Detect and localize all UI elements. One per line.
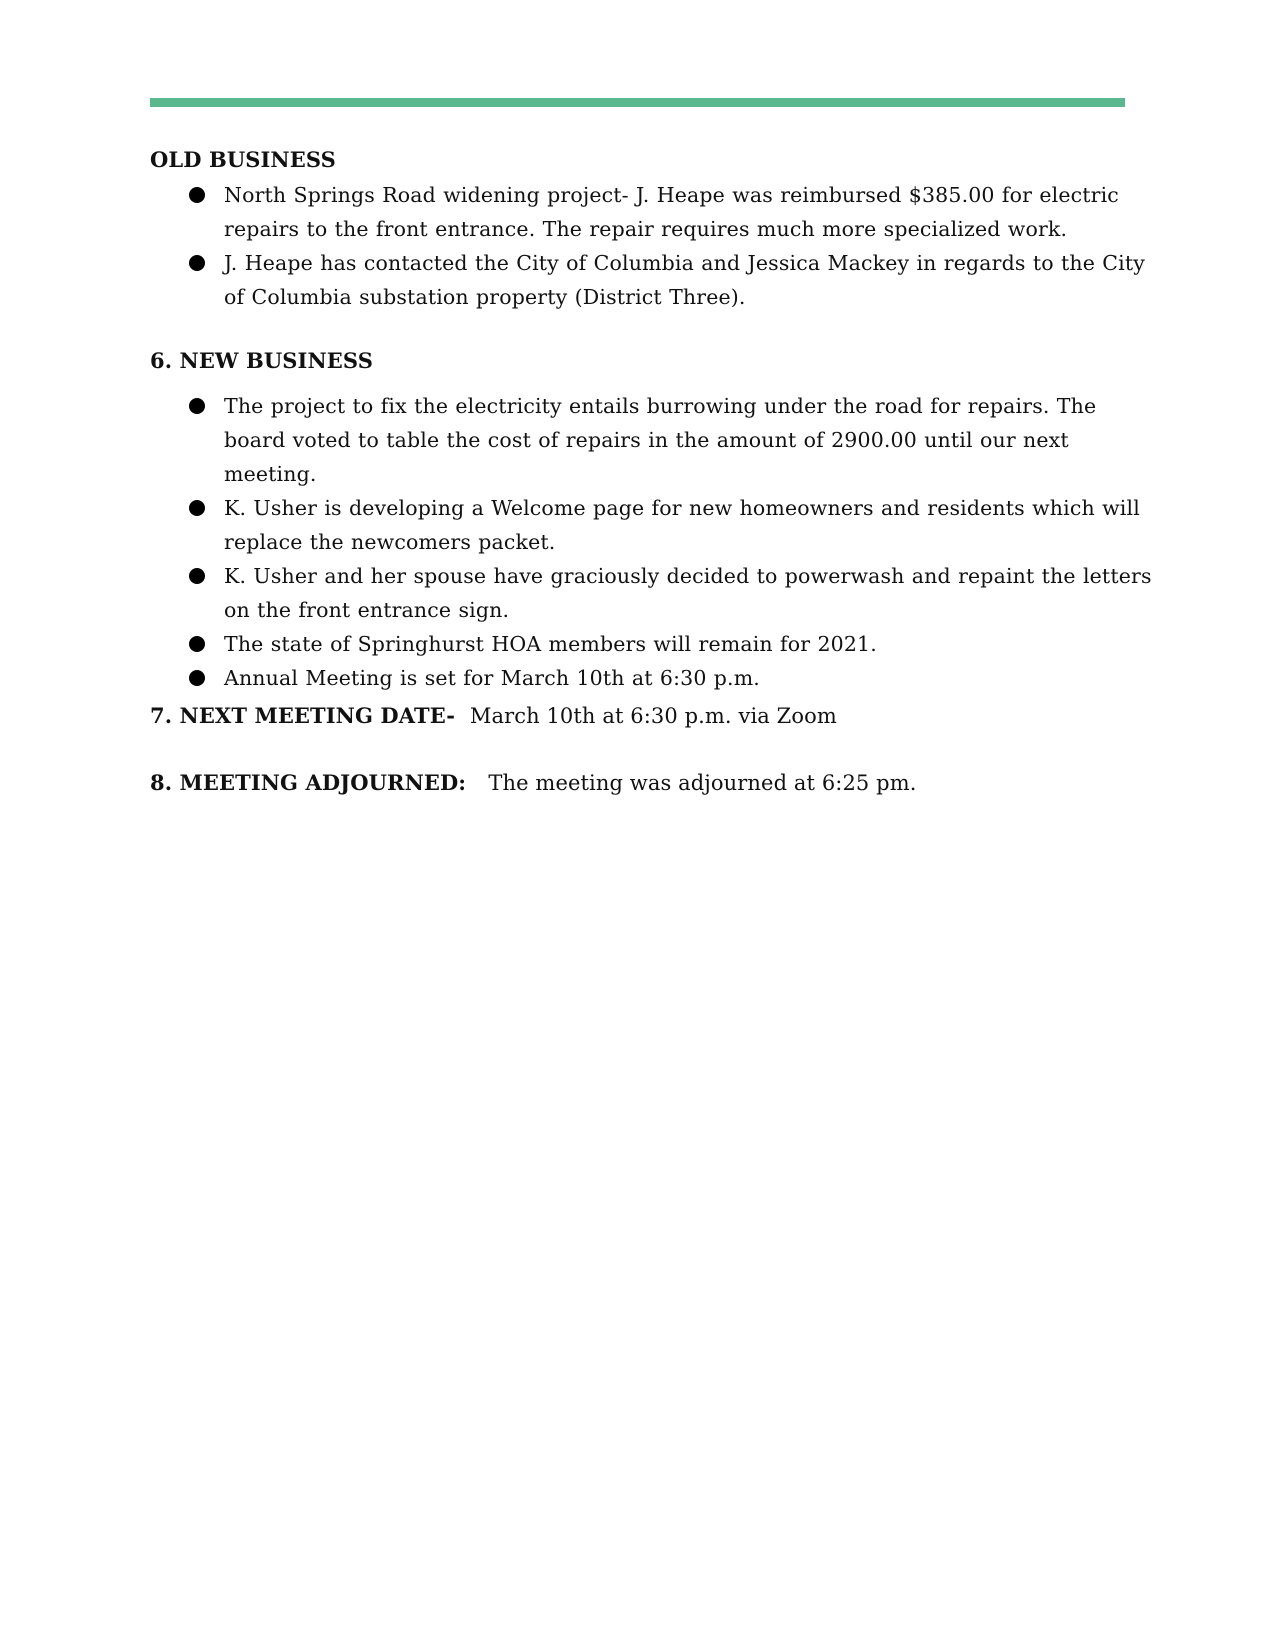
header-rule [150,98,1125,107]
list-item-text: North Springs Road widening project- J. Heape was reimbursed $385.00 for electric repairs to the front entrance. The repair requires much more specialized work. [224,183,1119,241]
adjourned-line [150,770,917,795]
list-item [150,178,1160,246]
bullet-icon [189,255,205,271]
new-business-list [150,389,1160,695]
adjourned-text: The meeting was adjourned at 6:25 pm. [488,771,917,795]
list-item [150,246,1160,314]
list-item [150,559,1160,627]
bullet-icon [189,568,205,584]
next-meeting-text: March 10th at 6:30 p.m. via Zoom [469,704,837,728]
list-item-text: K. Usher is developing a Welcome page for new homeowners and residents which will replace the newcomers packet. [224,496,1140,554]
list-item-text: J. Heape has contacted the City of Columbia and Jessica Mackey in regards to the City of Columbia substation property (District Three). [224,251,1145,309]
bullet-icon [189,636,205,652]
list-item [150,491,1160,559]
bullet-icon [189,187,205,203]
bullet-icon [189,398,205,414]
old-business-heading: OLD BUSINESS [150,147,336,172]
list-item-text: K. Usher and her spouse have graciously decided to powerwash and repaint the letters on the front entrance sign. [224,564,1152,622]
bullet-icon [189,500,205,516]
new-business-heading: 6. NEW BUSINESS [150,348,373,373]
adjourned-heading: 8. MEETING ADJOURNED: [150,770,467,795]
list-item [150,627,1160,661]
list-item [150,661,1160,695]
bullet-icon [189,670,205,686]
next-meeting-heading: 7. NEXT MEETING DATE- [150,703,456,728]
list-item-text: Annual Meeting is set for March 10th at 6:30 p.m. [224,666,760,690]
old-business-list [150,178,1160,314]
list-item-text: The state of Springhurst HOA members will remain for 2021. [224,632,877,656]
list-item [150,389,1160,491]
next-meeting-line [150,703,837,728]
list-item-text: The project to fix the electricity entails burrowing under the road for repairs. The board voted to table the cost of repairs in the amount of 2900.00 until our next meeting. [224,394,1097,486]
